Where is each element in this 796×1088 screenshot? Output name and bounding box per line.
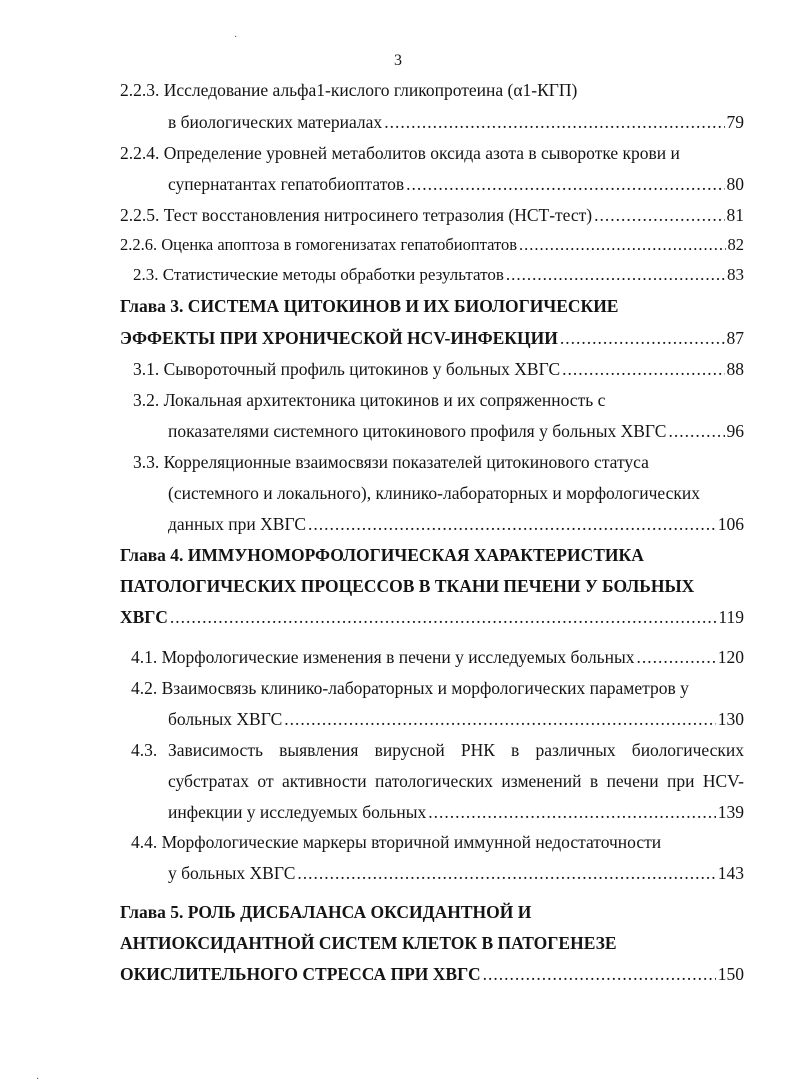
- toc-number: 2.2.3.: [120, 80, 160, 100]
- toc-page: 82: [727, 235, 744, 254]
- toc-page: 88: [726, 359, 744, 379]
- toc-entry-4-2[interactable]: [131, 676, 689, 700]
- chapter-title: Глава 4. ИММУНОМОРФОЛОГИЧЕСКАЯ ХАРАКТЕРИСТИКА: [120, 545, 644, 565]
- leader-dots: [428, 800, 715, 824]
- leader-dots: [406, 172, 724, 196]
- leader-dots: [594, 203, 724, 227]
- toc-title: данных при ХВГС: [168, 514, 307, 534]
- chapter-title: ОКИСЛИТЕЛЬНОГО СТРЕССА ПРИ ХВГС: [120, 964, 481, 984]
- toc-title: в биологических материалах: [168, 112, 383, 132]
- toc-entry-4-4-cont[interactable]: [168, 861, 744, 885]
- toc-entry-4-3[interactable]: [131, 738, 162, 762]
- toc-title: Тест восстановления нитросинего тетразолия (НСТ-тест): [163, 205, 593, 225]
- toc-chapter-3[interactable]: [120, 294, 618, 318]
- toc-title-4-3-line1: Зависимость выявления вирусной РНК в различных биологических: [168, 740, 744, 760]
- toc-page: 80: [726, 174, 744, 194]
- leader-dots: [297, 861, 715, 885]
- toc-title: (системного и локального), клинико-лабораторных и морфологических: [168, 483, 700, 503]
- chapter-title: Глава 5. РОЛЬ ДИСБАЛАНСА ОКСИДАНТНОЙ И: [120, 902, 532, 922]
- chapter-title: ЭФФЕКТЫ ПРИ ХРОНИЧЕСКОЙ HCV-ИНФЕКЦИИ: [120, 328, 558, 348]
- toc-entry-2-2-4[interactable]: [120, 141, 680, 165]
- toc-entry-3-1[interactable]: [133, 357, 744, 381]
- leader-dots: [308, 512, 716, 536]
- toc-number: 3.3.: [133, 452, 160, 472]
- toc-title: показателями системного цитокинового профиля у больных ХВГС: [168, 421, 667, 441]
- toc-entry-2-2-4-cont[interactable]: [168, 172, 744, 196]
- toc-title: Сывороточный профиль цитокинов у больных ХВГС: [163, 359, 561, 379]
- toc-entry-2-2-5[interactable]: [120, 203, 744, 227]
- scan-speck: ·: [36, 1074, 40, 1085]
- toc-entry-4-2-cont[interactable]: [168, 707, 744, 731]
- toc-chapter-5-cont2[interactable]: [120, 962, 744, 986]
- toc-number: 2.2.4.: [120, 143, 160, 163]
- leader-dots: [384, 110, 724, 134]
- chapter-title: АНТИОКСИДАНТНОЙ СИСТЕМ КЛЕТОК В ПАТОГЕНЕЗЕ: [120, 933, 617, 953]
- toc-entry-3-3-cont[interactable]: [168, 481, 700, 505]
- chapter-title: ХВГС: [120, 607, 168, 627]
- toc-entry-4-4[interactable]: [131, 830, 661, 854]
- toc-entry-3-2-cont[interactable]: [168, 419, 744, 443]
- leader-dots: [560, 326, 725, 350]
- toc-number: 4.3.: [131, 740, 158, 760]
- toc-title: больных ХВГС: [168, 709, 283, 729]
- toc-entry-2-3[interactable]: [133, 263, 744, 287]
- toc-title-4-3-line2: субстратах от активности патологических изменений в печени при HCV-: [168, 771, 744, 791]
- toc-title: Определение уровней метаболитов оксида азота в сыворотке крови и: [163, 143, 680, 163]
- chapter-title: ПАТОЛОГИЧЕСКИХ ПРОЦЕССОВ В ТКАНИ ПЕЧЕНИ У БОЛЬНЫХ: [120, 576, 695, 596]
- scan-speck: ·: [234, 32, 238, 43]
- toc-page: 106: [717, 514, 744, 534]
- toc-title: Оценка апоптоза в гомогенизатах гепатобиоптатов: [161, 235, 518, 254]
- toc-page: 119: [718, 607, 744, 627]
- toc-number: 4.2.: [131, 678, 158, 698]
- toc-title: Морфологические изменения в печени у исследуемых больных: [161, 647, 635, 667]
- toc-number: 4.4.: [131, 832, 158, 852]
- toc-title: Корреляционные взаимосвязи показателей цитокинового статуса: [163, 452, 649, 472]
- toc-page: 143: [717, 863, 744, 883]
- toc-entry-2-2-3[interactable]: [120, 78, 577, 102]
- leader-dots: [506, 263, 725, 287]
- toc-chapter-4[interactable]: [120, 543, 644, 567]
- chapter-title: Глава 3. СИСТЕМА ЦИТОКИНОВ И ИХ БИОЛОГИЧЕСКИЕ: [120, 296, 619, 316]
- toc-page: 150: [717, 964, 744, 984]
- toc-page: 79: [726, 112, 744, 132]
- toc-title: супернатантах гепатобиоптатов: [168, 174, 405, 194]
- toc-page: 87: [726, 328, 744, 348]
- toc-page: 130: [717, 709, 744, 729]
- toc-number: 3.1.: [133, 359, 160, 379]
- leader-dots: [519, 233, 725, 257]
- toc-title: у больных ХВГС: [168, 863, 296, 883]
- toc-entry-3-2[interactable]: [133, 388, 605, 412]
- leader-dots: [668, 419, 724, 443]
- toc-entry-4-3-cont[interactable]: [168, 800, 744, 824]
- leader-dots: [562, 357, 724, 381]
- toc-chapter-4-cont2[interactable]: [120, 605, 744, 629]
- toc-title: Исследование альфа1-кислого гликопротеина (α1-КГП): [163, 80, 578, 100]
- toc-number: 2.3.: [133, 265, 159, 284]
- toc-number: 4.1.: [131, 647, 158, 667]
- leader-dots: [170, 605, 717, 629]
- toc-page: 96: [726, 421, 744, 441]
- leader-dots: [483, 962, 716, 986]
- toc-title: Морфологические маркеры вторичной иммунной недостаточности: [161, 832, 662, 852]
- leader-dots: [284, 707, 715, 731]
- page-number: 3: [394, 52, 402, 69]
- toc-entry-2-2-3-cont[interactable]: [168, 110, 744, 134]
- toc-chapter-5-cont[interactable]: [120, 931, 617, 955]
- toc-title: Взаимосвязь клинико-лабораторных и морфологических параметров у: [161, 678, 689, 698]
- leader-dots: [637, 645, 716, 669]
- toc-page: 120: [717, 647, 744, 667]
- toc-title: Локальная архитектоника цитокинов и их сопряженность с: [163, 390, 606, 410]
- toc-number: 2.2.6.: [120, 235, 158, 254]
- toc-page: 81: [726, 205, 744, 225]
- toc-page: 139: [717, 802, 744, 822]
- toc-entry-4-1[interactable]: [131, 645, 744, 669]
- toc-entry-3-3[interactable]: [133, 450, 649, 474]
- toc-entry-3-3-cont2[interactable]: [168, 512, 744, 536]
- toc-chapter-3-cont[interactable]: [120, 326, 744, 350]
- toc-chapter-4-cont[interactable]: [120, 574, 694, 598]
- toc-title: инфекции у исследуемых больных: [168, 802, 427, 822]
- toc-title: Статистические методы обработки результатов: [162, 265, 504, 284]
- toc-number: 2.2.5.: [120, 205, 160, 225]
- toc-chapter-5[interactable]: [120, 900, 531, 924]
- toc-number: 3.2.: [133, 390, 160, 410]
- toc-entry-2-2-6[interactable]: [120, 233, 744, 257]
- toc-page: 83: [727, 265, 744, 284]
